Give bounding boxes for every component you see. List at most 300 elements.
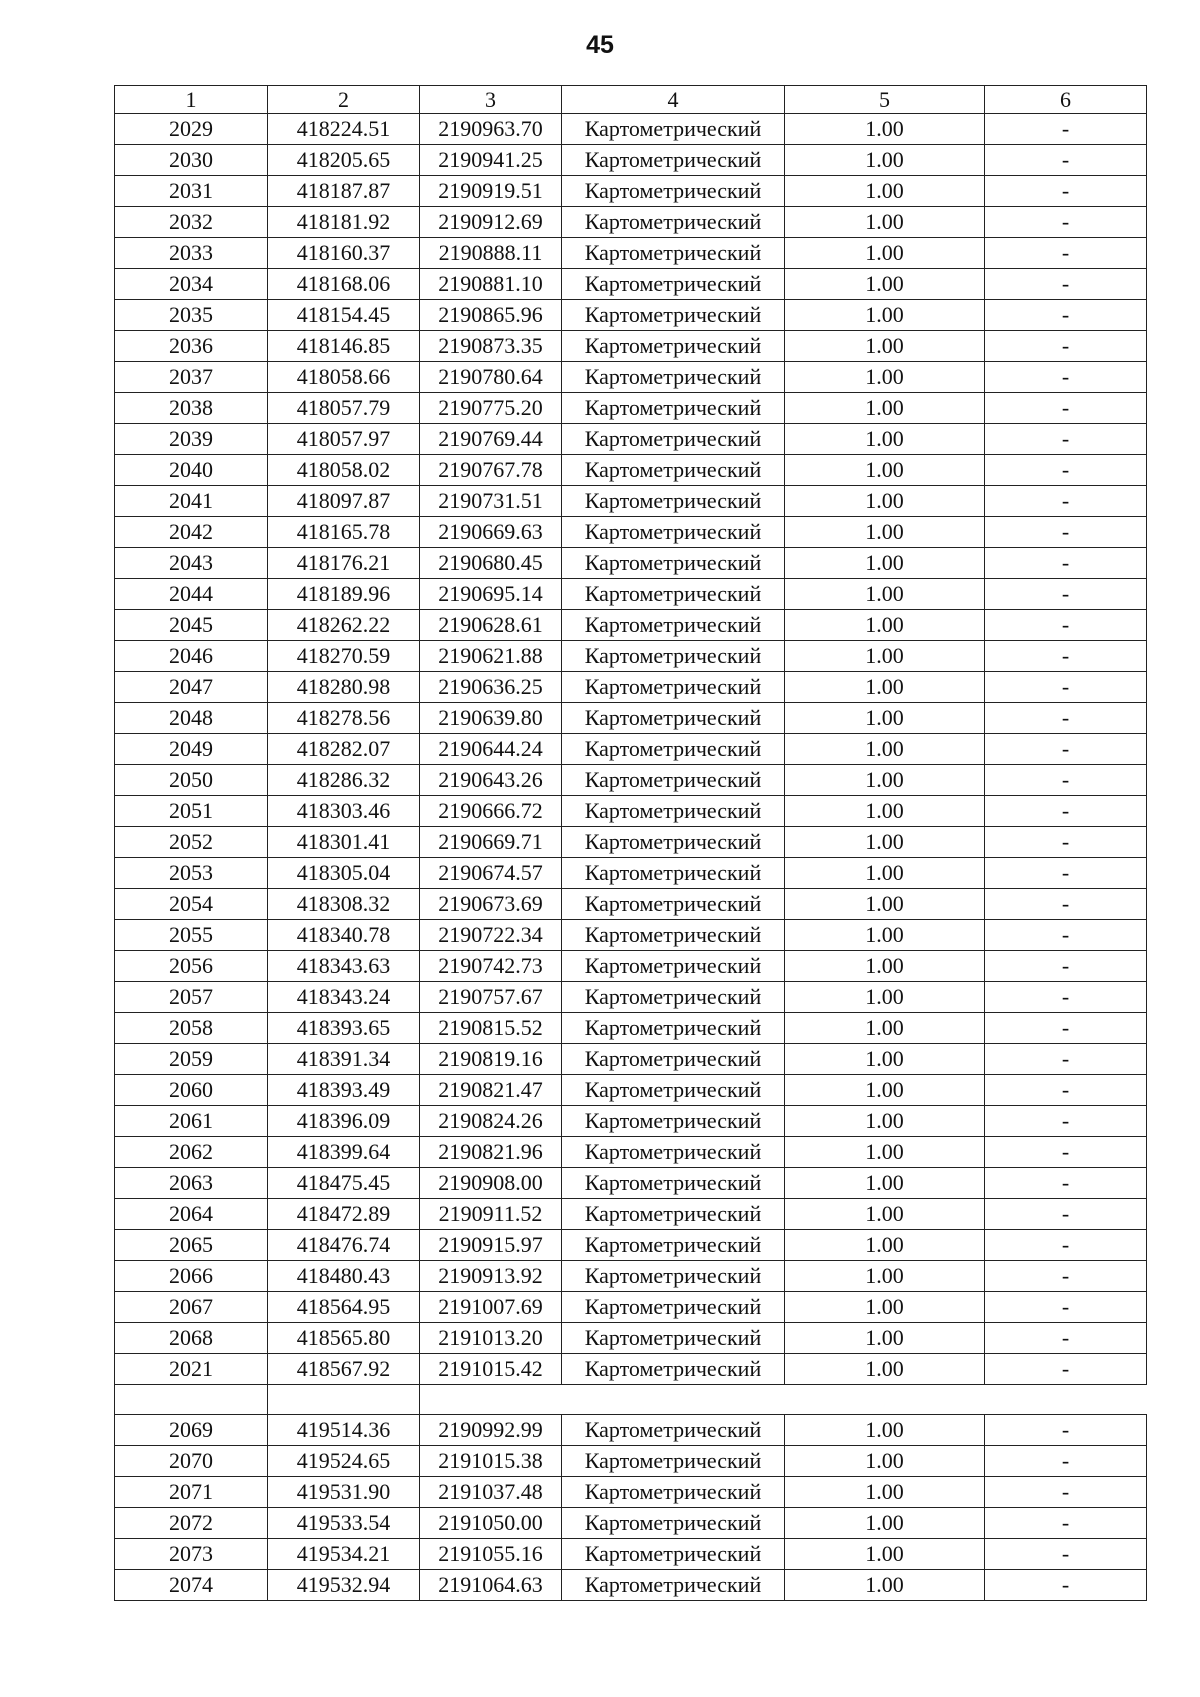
y-coordinate-cell: 2190722.34	[420, 920, 562, 951]
header-cell-3: 3	[420, 86, 562, 114]
method-cell: Картометрический	[562, 1446, 785, 1477]
method-cell: Картометрический	[562, 579, 785, 610]
method-cell: Картометрический	[562, 548, 785, 579]
note-cell: -	[985, 1508, 1147, 1539]
accuracy-cell: 1.00	[785, 1323, 985, 1354]
point-number-cell: 2039	[115, 424, 268, 455]
page-number: 45	[586, 31, 614, 59]
x-coordinate-cell: 418097.87	[268, 486, 420, 517]
x-coordinate-cell: 418168.06	[268, 269, 420, 300]
point-number-cell: 2056	[115, 951, 268, 982]
point-number-cell: 2054	[115, 889, 268, 920]
point-number-cell: 2063	[115, 1168, 268, 1199]
y-coordinate-cell: 2190669.63	[420, 517, 562, 548]
header-cell-2: 2	[268, 86, 420, 114]
table-row	[115, 889, 1147, 920]
method-cell: Картометрический	[562, 207, 785, 238]
y-coordinate-cell: 2190731.51	[420, 486, 562, 517]
accuracy-cell: 1.00	[785, 610, 985, 641]
method-cell: Картометрический	[562, 765, 785, 796]
note-cell: -	[985, 548, 1147, 579]
point-number-cell: 2066	[115, 1261, 268, 1292]
accuracy-cell: 1.00	[785, 734, 985, 765]
accuracy-cell: 1.00	[785, 1230, 985, 1261]
table-row	[115, 858, 1147, 889]
x-coordinate-cell: 418340.78	[268, 920, 420, 951]
y-coordinate-cell: 2190941.25	[420, 145, 562, 176]
x-coordinate-cell: 418480.43	[268, 1261, 420, 1292]
method-cell: Картометрический	[562, 1415, 785, 1446]
y-coordinate-cell: 2191013.20	[420, 1323, 562, 1354]
table-row	[115, 1446, 1147, 1477]
accuracy-cell: 1.00	[785, 207, 985, 238]
table-row	[115, 238, 1147, 269]
note-cell: -	[985, 827, 1147, 858]
x-coordinate-cell: 418475.45	[268, 1168, 420, 1199]
table-row	[115, 951, 1147, 982]
table-row	[115, 1168, 1147, 1199]
accuracy-cell: 1.00	[785, 1199, 985, 1230]
note-cell: -	[985, 1446, 1147, 1477]
note-cell: -	[985, 393, 1147, 424]
point-number-cell: 2030	[115, 145, 268, 176]
method-cell: Картометрический	[562, 951, 785, 982]
table-row	[115, 114, 1147, 145]
accuracy-cell: 1.00	[785, 1446, 985, 1477]
table-row	[115, 1137, 1147, 1168]
note-cell: -	[985, 1261, 1147, 1292]
point-number-cell: 2042	[115, 517, 268, 548]
y-coordinate-cell: 2190674.57	[420, 858, 562, 889]
method-cell: Картометрический	[562, 827, 785, 858]
x-coordinate-cell: 418308.32	[268, 889, 420, 920]
point-number-cell: 2061	[115, 1106, 268, 1137]
note-cell: -	[985, 951, 1147, 982]
x-coordinate-cell: 418160.37	[268, 238, 420, 269]
point-number-cell: 2067	[115, 1292, 268, 1323]
accuracy-cell: 1.00	[785, 1075, 985, 1106]
point-number-cell: 2064	[115, 1199, 268, 1230]
y-coordinate-cell: 2190908.00	[420, 1168, 562, 1199]
accuracy-cell: 1.00	[785, 176, 985, 207]
table-row	[115, 610, 1147, 641]
method-cell: Картометрический	[562, 455, 785, 486]
accuracy-cell: 1.00	[785, 1292, 985, 1323]
y-coordinate-cell: 2190815.52	[420, 1013, 562, 1044]
point-number-cell: 2051	[115, 796, 268, 827]
accuracy-cell: 1.00	[785, 920, 985, 951]
method-cell: Картометрический	[562, 393, 785, 424]
note-cell: -	[985, 1570, 1147, 1601]
x-coordinate-cell: 419531.90	[268, 1477, 420, 1508]
y-coordinate-cell: 2190742.73	[420, 951, 562, 982]
table-row	[115, 486, 1147, 517]
y-coordinate-cell: 2190915.97	[420, 1230, 562, 1261]
method-cell: Картометрический	[562, 238, 785, 269]
point-number-cell: 2033	[115, 238, 268, 269]
x-coordinate-cell: 418270.59	[268, 641, 420, 672]
accuracy-cell: 1.00	[785, 1539, 985, 1570]
note-cell: -	[985, 610, 1147, 641]
method-cell: Картометрический	[562, 517, 785, 548]
point-number-cell: 2068	[115, 1323, 268, 1354]
method-cell: Картометрический	[562, 889, 785, 920]
y-coordinate-cell: 2191007.69	[420, 1292, 562, 1323]
x-coordinate-cell: 418472.89	[268, 1199, 420, 1230]
note-cell: -	[985, 517, 1147, 548]
accuracy-cell: 1.00	[785, 424, 985, 455]
accuracy-cell: 1.00	[785, 1013, 985, 1044]
x-coordinate-cell: 418303.46	[268, 796, 420, 827]
note-cell: -	[985, 455, 1147, 486]
table-row	[115, 362, 1147, 393]
x-coordinate-cell: 418057.97	[268, 424, 420, 455]
point-number-cell: 2034	[115, 269, 268, 300]
separator-cell	[268, 1385, 420, 1415]
x-coordinate-cell: 418181.92	[268, 207, 420, 238]
method-cell: Картометрический	[562, 1508, 785, 1539]
point-number-cell: 2021	[115, 1354, 268, 1385]
separator-cell	[115, 1385, 268, 1415]
point-number-cell: 2052	[115, 827, 268, 858]
note-cell: -	[985, 765, 1147, 796]
method-cell: Картометрический	[562, 1044, 785, 1075]
method-cell: Картометрический	[562, 362, 785, 393]
table-row	[115, 331, 1147, 362]
table-row	[115, 145, 1147, 176]
x-coordinate-cell: 418396.09	[268, 1106, 420, 1137]
point-number-cell: 2047	[115, 672, 268, 703]
table-row	[115, 393, 1147, 424]
method-cell: Картометрический	[562, 641, 785, 672]
method-cell: Картометрический	[562, 858, 785, 889]
table-row	[115, 920, 1147, 951]
note-cell: -	[985, 796, 1147, 827]
method-cell: Картометрический	[562, 982, 785, 1013]
x-coordinate-cell: 418399.64	[268, 1137, 420, 1168]
table-row	[115, 1508, 1147, 1539]
y-coordinate-cell: 2190769.44	[420, 424, 562, 455]
accuracy-cell: 1.00	[785, 362, 985, 393]
x-coordinate-cell: 418301.41	[268, 827, 420, 858]
method-cell: Картометрический	[562, 145, 785, 176]
note-cell: -	[985, 1354, 1147, 1385]
point-number-cell: 2046	[115, 641, 268, 672]
y-coordinate-cell: 2190819.16	[420, 1044, 562, 1075]
accuracy-cell: 1.00	[785, 672, 985, 703]
table-row	[115, 269, 1147, 300]
note-cell: -	[985, 362, 1147, 393]
accuracy-cell: 1.00	[785, 982, 985, 1013]
accuracy-cell: 1.00	[785, 1168, 985, 1199]
x-coordinate-cell: 418282.07	[268, 734, 420, 765]
method-cell: Картометрический	[562, 610, 785, 641]
method-cell: Картометрический	[562, 1168, 785, 1199]
x-coordinate-cell: 418564.95	[268, 1292, 420, 1323]
accuracy-cell: 1.00	[785, 1508, 985, 1539]
table-row	[115, 1199, 1147, 1230]
y-coordinate-cell: 2191055.16	[420, 1539, 562, 1570]
accuracy-cell: 1.00	[785, 579, 985, 610]
accuracy-cell: 1.00	[785, 548, 985, 579]
x-coordinate-cell: 418058.02	[268, 455, 420, 486]
accuracy-cell: 1.00	[785, 1570, 985, 1601]
accuracy-cell: 1.00	[785, 145, 985, 176]
note-cell: -	[985, 114, 1147, 145]
accuracy-cell: 1.00	[785, 517, 985, 548]
y-coordinate-cell: 2190913.92	[420, 1261, 562, 1292]
method-cell: Картометрический	[562, 1323, 785, 1354]
header-cell-1: 1	[115, 86, 268, 114]
note-cell: -	[985, 1539, 1147, 1570]
y-coordinate-cell: 2190821.47	[420, 1075, 562, 1106]
accuracy-cell: 1.00	[785, 331, 985, 362]
x-coordinate-cell: 418305.04	[268, 858, 420, 889]
coordinates-table	[114, 85, 1147, 1601]
x-coordinate-cell: 418057.79	[268, 393, 420, 424]
x-coordinate-cell: 418262.22	[268, 610, 420, 641]
x-coordinate-cell: 418476.74	[268, 1230, 420, 1261]
table-row	[115, 641, 1147, 672]
point-number-cell: 2041	[115, 486, 268, 517]
header-cell-4: 4	[562, 86, 785, 114]
point-number-cell: 2057	[115, 982, 268, 1013]
note-cell: -	[985, 300, 1147, 331]
x-coordinate-cell: 418567.92	[268, 1354, 420, 1385]
method-cell: Картометрический	[562, 672, 785, 703]
note-cell: -	[985, 1292, 1147, 1323]
note-cell: -	[985, 982, 1147, 1013]
y-coordinate-cell: 2190639.80	[420, 703, 562, 734]
method-cell: Картометрический	[562, 486, 785, 517]
note-cell: -	[985, 269, 1147, 300]
accuracy-cell: 1.00	[785, 827, 985, 858]
header-cell-6: 6	[985, 86, 1147, 114]
y-coordinate-cell: 2190963.70	[420, 114, 562, 145]
table-row	[115, 1477, 1147, 1508]
x-coordinate-cell: 418565.80	[268, 1323, 420, 1354]
x-coordinate-cell: 418187.87	[268, 176, 420, 207]
y-coordinate-cell: 2190824.26	[420, 1106, 562, 1137]
x-coordinate-cell: 419534.21	[268, 1539, 420, 1570]
method-cell: Картометрический	[562, 1354, 785, 1385]
y-coordinate-cell: 2190992.99	[420, 1415, 562, 1446]
note-cell: -	[985, 1013, 1147, 1044]
note-cell: -	[985, 207, 1147, 238]
point-number-cell: 2053	[115, 858, 268, 889]
accuracy-cell: 1.00	[785, 951, 985, 982]
x-coordinate-cell: 418343.63	[268, 951, 420, 982]
table-row	[115, 517, 1147, 548]
accuracy-cell: 1.00	[785, 455, 985, 486]
y-coordinate-cell: 2190767.78	[420, 455, 562, 486]
x-coordinate-cell: 418146.85	[268, 331, 420, 362]
method-cell: Картометрический	[562, 424, 785, 455]
method-cell: Картометрический	[562, 1539, 785, 1570]
note-cell: -	[985, 734, 1147, 765]
method-cell: Картометрический	[562, 1106, 785, 1137]
header-cell-5: 5	[785, 86, 985, 114]
note-cell: -	[985, 176, 1147, 207]
table-row	[115, 982, 1147, 1013]
point-number-cell: 2031	[115, 176, 268, 207]
accuracy-cell: 1.00	[785, 1477, 985, 1508]
point-number-cell: 2055	[115, 920, 268, 951]
point-number-cell: 2048	[115, 703, 268, 734]
accuracy-cell: 1.00	[785, 393, 985, 424]
table-row	[115, 1044, 1147, 1075]
accuracy-cell: 1.00	[785, 889, 985, 920]
note-cell: -	[985, 1044, 1147, 1075]
table-row	[115, 1013, 1147, 1044]
accuracy-cell: 1.00	[785, 1261, 985, 1292]
table-row	[115, 579, 1147, 610]
table-row	[115, 176, 1147, 207]
y-coordinate-cell: 2190865.96	[420, 300, 562, 331]
x-coordinate-cell: 418393.49	[268, 1075, 420, 1106]
y-coordinate-cell: 2190669.71	[420, 827, 562, 858]
table-row	[115, 765, 1147, 796]
point-number-cell: 2049	[115, 734, 268, 765]
method-cell: Картометрический	[562, 1199, 785, 1230]
accuracy-cell: 1.00	[785, 703, 985, 734]
x-coordinate-cell: 418286.32	[268, 765, 420, 796]
table-row	[115, 734, 1147, 765]
table-row	[115, 1570, 1147, 1601]
y-coordinate-cell: 2191050.00	[420, 1508, 562, 1539]
point-number-cell: 2059	[115, 1044, 268, 1075]
note-cell: -	[985, 331, 1147, 362]
y-coordinate-cell: 2190919.51	[420, 176, 562, 207]
y-coordinate-cell: 2190644.24	[420, 734, 562, 765]
note-cell: -	[985, 703, 1147, 734]
method-cell: Картометрический	[562, 734, 785, 765]
point-number-cell: 2036	[115, 331, 268, 362]
method-cell: Картометрический	[562, 1013, 785, 1044]
method-cell: Картометрический	[562, 1230, 785, 1261]
point-number-cell: 2071	[115, 1477, 268, 1508]
note-cell: -	[985, 145, 1147, 176]
accuracy-cell: 1.00	[785, 1354, 985, 1385]
point-number-cell: 2072	[115, 1508, 268, 1539]
note-cell: -	[985, 486, 1147, 517]
method-cell: Картометрический	[562, 331, 785, 362]
y-coordinate-cell: 2190621.88	[420, 641, 562, 672]
table-row	[115, 1539, 1147, 1570]
method-cell: Картометрический	[562, 114, 785, 145]
point-number-cell: 2050	[115, 765, 268, 796]
accuracy-cell: 1.00	[785, 1106, 985, 1137]
method-cell: Картометрический	[562, 1075, 785, 1106]
accuracy-cell: 1.00	[785, 765, 985, 796]
accuracy-cell: 1.00	[785, 1415, 985, 1446]
point-number-cell: 2029	[115, 114, 268, 145]
accuracy-cell: 1.00	[785, 486, 985, 517]
x-coordinate-cell: 419514.36	[268, 1415, 420, 1446]
table-row	[115, 827, 1147, 858]
note-cell: -	[985, 1106, 1147, 1137]
note-cell: -	[985, 1230, 1147, 1261]
table-row	[115, 1292, 1147, 1323]
point-number-cell: 2070	[115, 1446, 268, 1477]
point-number-cell: 2043	[115, 548, 268, 579]
note-cell: -	[985, 1415, 1147, 1446]
x-coordinate-cell: 418280.98	[268, 672, 420, 703]
y-coordinate-cell: 2190757.67	[420, 982, 562, 1013]
y-coordinate-cell: 2190912.69	[420, 207, 562, 238]
table-row	[115, 703, 1147, 734]
accuracy-cell: 1.00	[785, 641, 985, 672]
method-cell: Картометрический	[562, 1261, 785, 1292]
method-cell: Картометрический	[562, 703, 785, 734]
point-number-cell: 2035	[115, 300, 268, 331]
table-row	[115, 1415, 1147, 1446]
x-coordinate-cell: 419533.54	[268, 1508, 420, 1539]
y-coordinate-cell: 2191015.42	[420, 1354, 562, 1385]
point-number-cell: 2073	[115, 1539, 268, 1570]
method-cell: Картометрический	[562, 176, 785, 207]
y-coordinate-cell: 2191015.38	[420, 1446, 562, 1477]
note-cell: -	[985, 424, 1147, 455]
y-coordinate-cell: 2190780.64	[420, 362, 562, 393]
y-coordinate-cell: 2190643.26	[420, 765, 562, 796]
y-coordinate-cell: 2190888.11	[420, 238, 562, 269]
table-row	[115, 672, 1147, 703]
note-cell: -	[985, 1137, 1147, 1168]
point-number-cell: 2032	[115, 207, 268, 238]
y-coordinate-cell: 2190636.25	[420, 672, 562, 703]
x-coordinate-cell: 418393.65	[268, 1013, 420, 1044]
note-cell: -	[985, 1323, 1147, 1354]
group-separator-row	[115, 1385, 1147, 1415]
table-row	[115, 1106, 1147, 1137]
method-cell: Картометрический	[562, 300, 785, 331]
point-number-cell: 2058	[115, 1013, 268, 1044]
point-number-cell: 2074	[115, 1570, 268, 1601]
note-cell: -	[985, 1075, 1147, 1106]
y-coordinate-cell: 2190911.52	[420, 1199, 562, 1230]
x-coordinate-cell: 418176.21	[268, 548, 420, 579]
note-cell: -	[985, 1199, 1147, 1230]
point-number-cell: 2065	[115, 1230, 268, 1261]
method-cell: Картометрический	[562, 1137, 785, 1168]
table-row	[115, 300, 1147, 331]
note-cell: -	[985, 238, 1147, 269]
note-cell: -	[985, 858, 1147, 889]
x-coordinate-cell: 418189.96	[268, 579, 420, 610]
note-cell: -	[985, 672, 1147, 703]
x-coordinate-cell: 419532.94	[268, 1570, 420, 1601]
note-cell: -	[985, 1168, 1147, 1199]
table-row	[115, 1261, 1147, 1292]
method-cell: Картометрический	[562, 269, 785, 300]
y-coordinate-cell: 2190628.61	[420, 610, 562, 641]
x-coordinate-cell: 418224.51	[268, 114, 420, 145]
x-coordinate-cell: 418391.34	[268, 1044, 420, 1075]
y-coordinate-cell: 2191037.48	[420, 1477, 562, 1508]
point-number-cell: 2062	[115, 1137, 268, 1168]
note-cell: -	[985, 1477, 1147, 1508]
x-coordinate-cell: 418205.65	[268, 145, 420, 176]
method-cell: Картометрический	[562, 1292, 785, 1323]
x-coordinate-cell: 418058.66	[268, 362, 420, 393]
y-coordinate-cell: 2190873.35	[420, 331, 562, 362]
x-coordinate-cell: 418343.24	[268, 982, 420, 1013]
coordinates-table-body	[115, 86, 1147, 1601]
note-cell: -	[985, 579, 1147, 610]
accuracy-cell: 1.00	[785, 300, 985, 331]
separator-cell	[420, 1385, 985, 1415]
